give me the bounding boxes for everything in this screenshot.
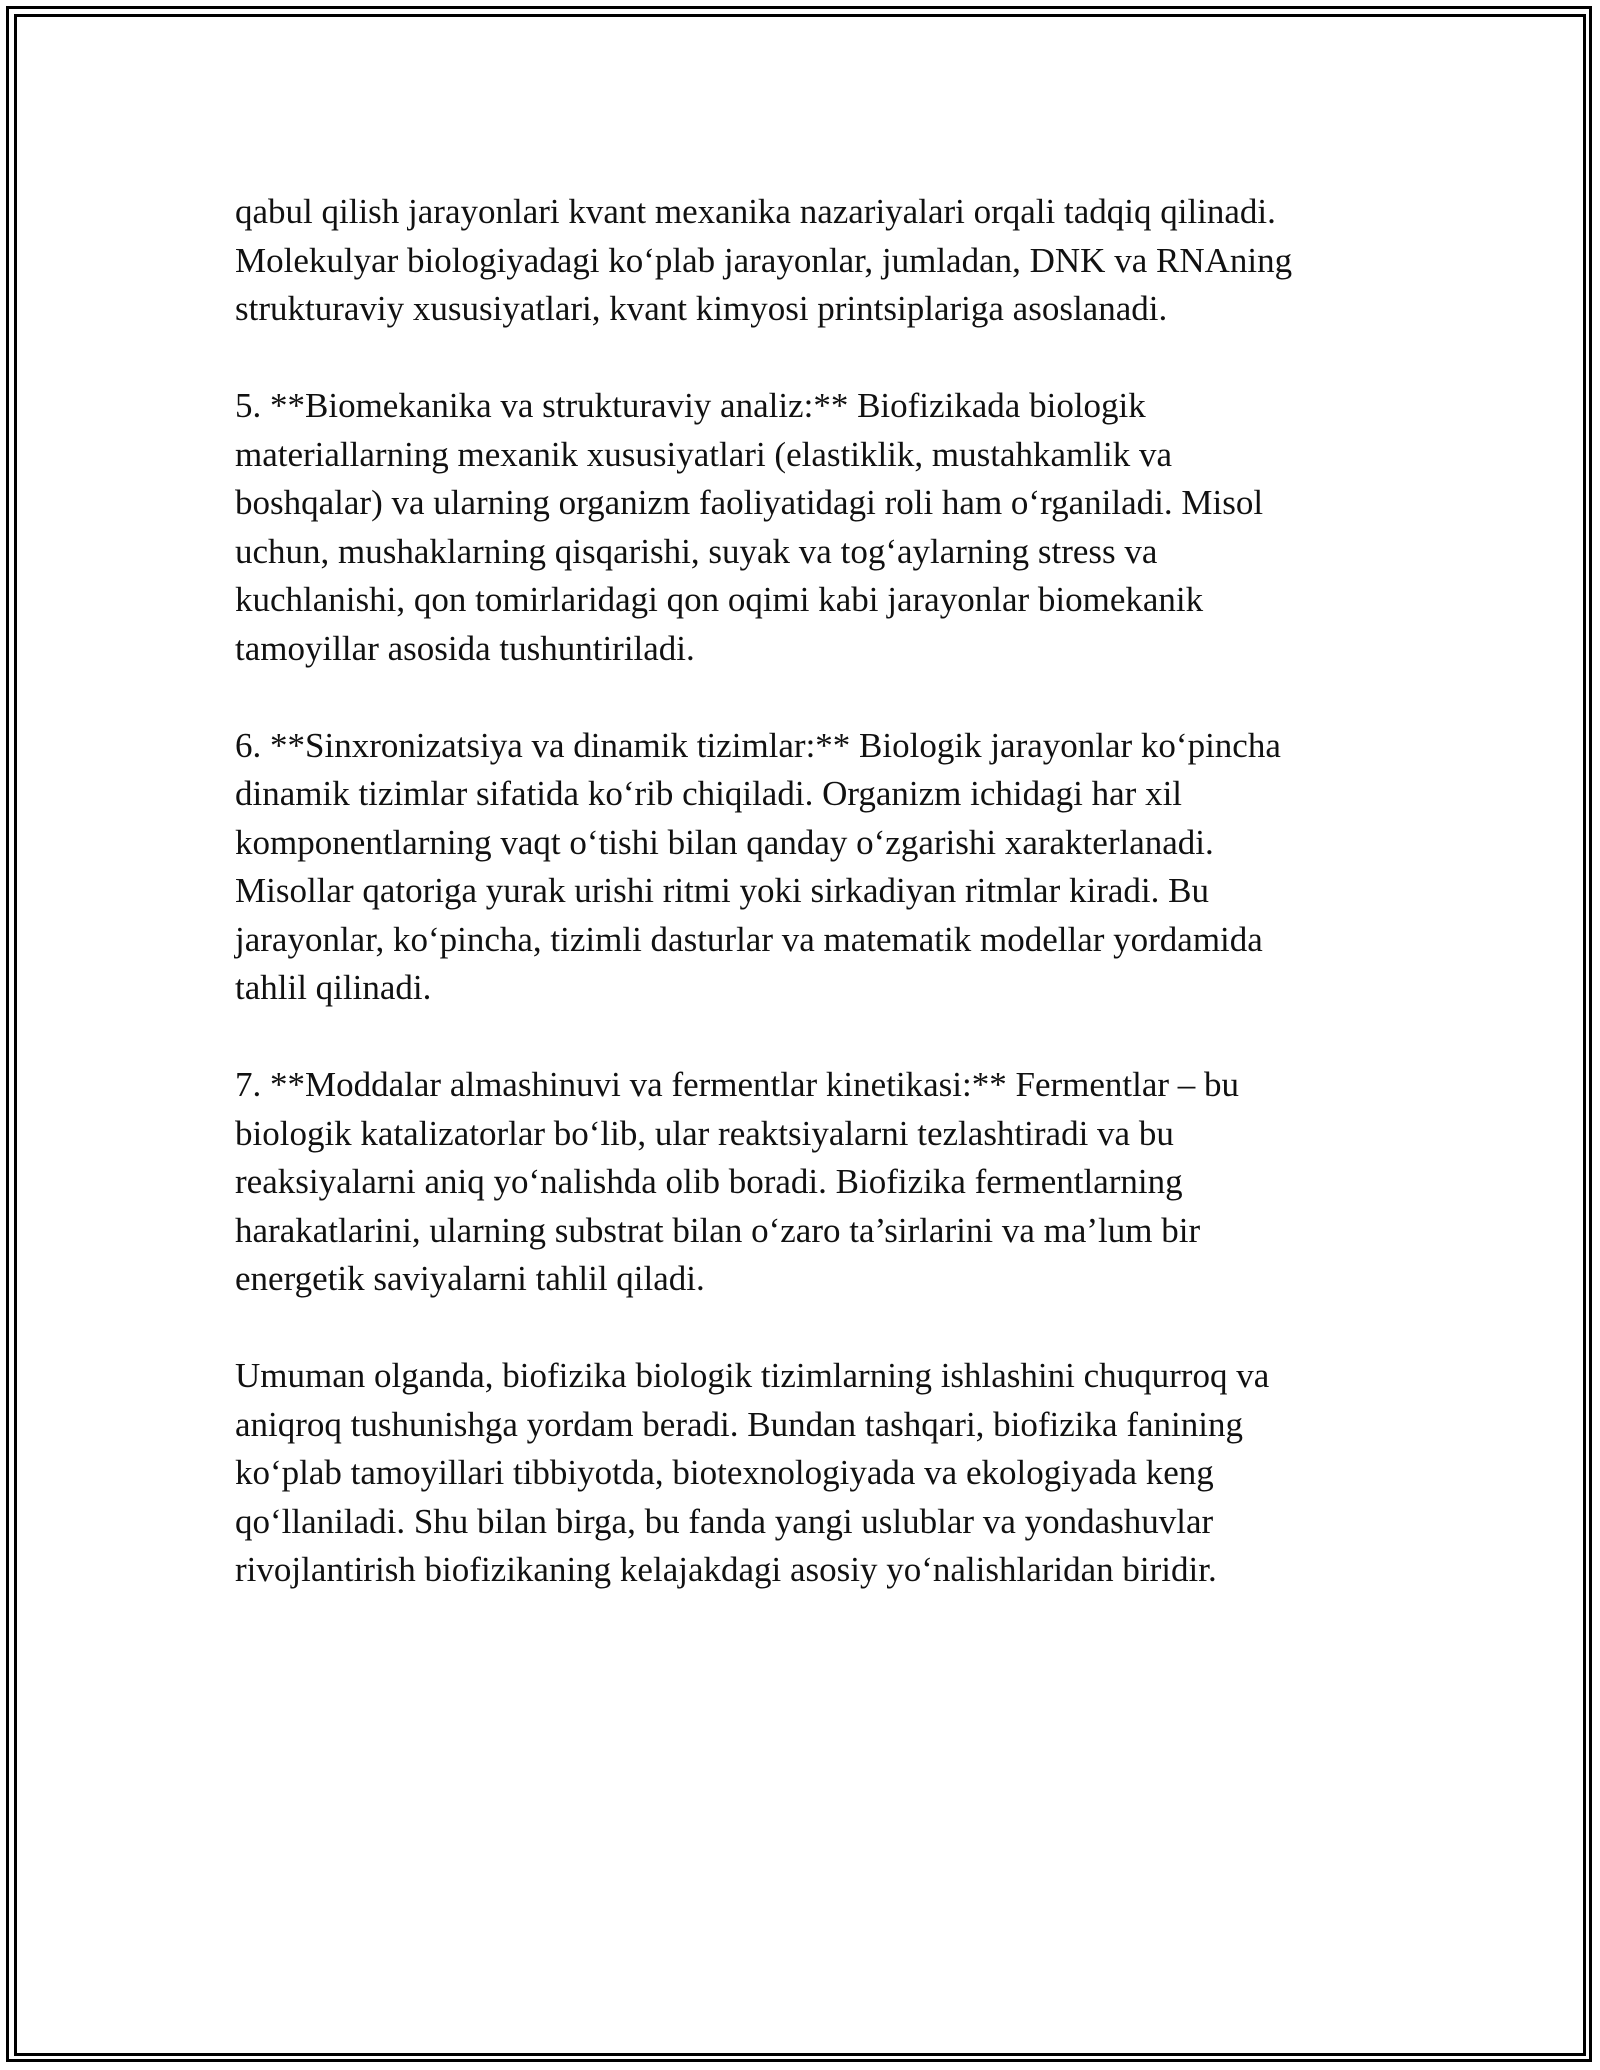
text-line: tamoyillar asosida tushuntiriladi. [235, 628, 695, 668]
text-line: uchun, mushaklarning qisqarishi, suyak va tog‘aylarning stress va [235, 531, 1158, 571]
text-line: tahlil qilinadi. [235, 968, 432, 1007]
text-line: 7. **Moddalar almashinuvi va fermentlar kinetikasi:** Fermentlar – bu [235, 1065, 1240, 1104]
text-line: Umuman olganda, biofizika biologik tizimlarning ishlashini chuqurroq va [235, 1356, 1270, 1395]
text-line: Molekulyar biologiyadagi ko‘plab jarayonlar, jumladan, DNK va RNAning [235, 240, 1293, 280]
text-line: jarayonlar, ko‘pincha, tizimli dasturlar va matematik modellar yordamida [235, 919, 1263, 959]
text-line: rivojlantirish biofizikaning kelajakdagi asosiy yo‘nalishlaridan biridir. [235, 1550, 1217, 1589]
paragraph-quantum-continuation [235, 188, 1365, 334]
text-line: materiallarning mexanik xususiyatlari (elastiklik, mustahkamlik va [235, 434, 1172, 474]
text-line: Misollar qatoriga yurak urishi ritmi yoki sirkadiyan ritmlar kiradi. Bu [235, 871, 1209, 910]
text-line: komponentlarning vaqt o‘tishi bilan qanday o‘zgarishi xarakterlanadi. [235, 822, 1214, 862]
document-body [235, 188, 1365, 1643]
text-line: harakatlarini, ularning substrat bilan o‘zaro ta’sirlarini va ma’lum bir [235, 1210, 1201, 1250]
paragraph-enzyme-kinetics [235, 1061, 1365, 1304]
text-line: qabul qilish jarayonlari kvant mexanika nazariyalari orqali tadqiq qilinadi. [235, 192, 1276, 231]
paragraph-dynamic-systems [235, 722, 1365, 1013]
text-line: aniqroq tushunishga yordam beradi. Bundan tashqari, biofizika fanining [235, 1404, 1243, 1444]
text-line: boshqalar) va ularning organizm faoliyatidagi roli ham o‘rganiladi. Misol [235, 483, 1264, 522]
text-line: strukturaviy xususiyatlari, kvant kimyosi printsiplariga asoslanadi. [235, 289, 1168, 328]
text-line: 5. **Biomekanika va strukturaviy analiz:** Biofizikada biologik [235, 386, 1146, 425]
paragraph-conclusion [235, 1352, 1365, 1595]
text-line: ko‘plab tamoyillari tibbiyotda, biotexnologiyada va ekologiyada keng [235, 1453, 1214, 1492]
text-line: kuchlanishi, qon tomirlaridagi qon oqimi kabi jarayonlar biomekanik [235, 580, 1204, 619]
text-line: reaksiyalarni aniq yo‘nalishda olib boradi. Biofizika fermentlarning [235, 1162, 1183, 1201]
text-line: energetik saviyalarni tahlil qiladi. [235, 1259, 705, 1298]
text-line: qo‘llaniladi. Shu bilan birga, bu fanda yangi uslublar va yondashuvlar [235, 1501, 1214, 1541]
text-line: biologik katalizatorlar bo‘lib, ular reaktsiyalarni tezlashtiradi va bu [235, 1113, 1174, 1153]
paragraph-biomechanics [235, 382, 1365, 673]
text-line: dinamik tizimlar sifatida ko‘rib chiqiladi. Organizm ichidagi har xil [235, 774, 1183, 813]
text-line: 6. **Sinxronizatsiya va dinamik tizimlar:** Biologik jarayonlar ko‘pincha [235, 725, 1281, 765]
